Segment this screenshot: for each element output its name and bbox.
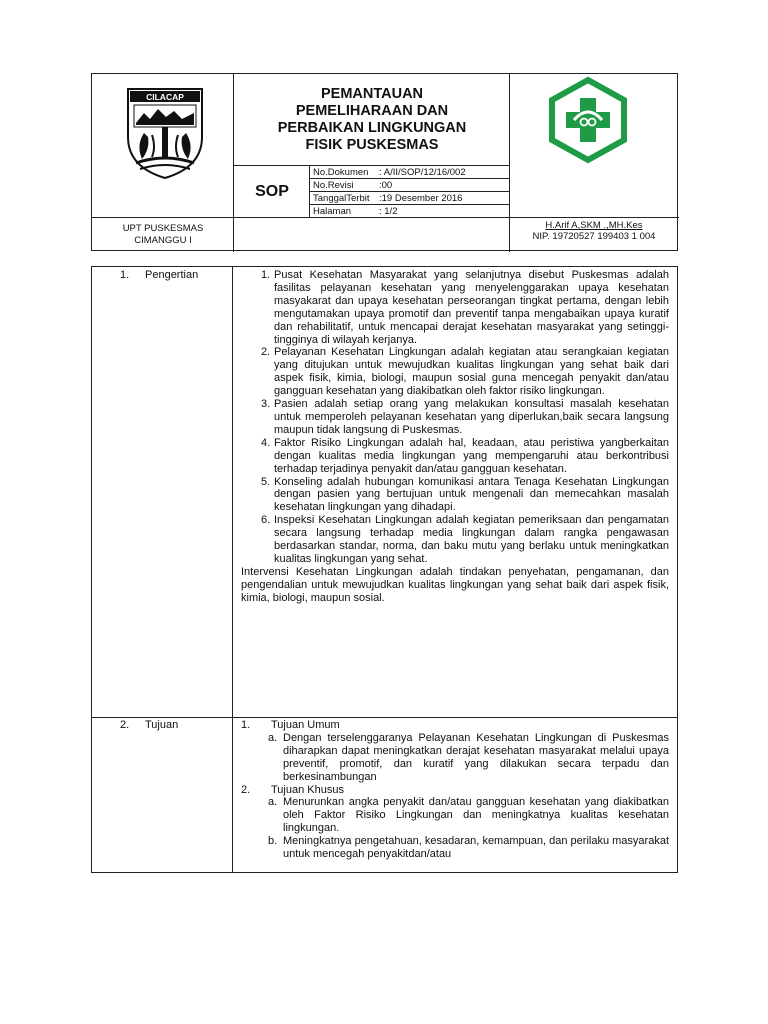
closing-paragraph: Intervensi Kesehatan Lingkungan adalah tindakan penyehatan, pengamanan, dan pengendalian untuk mewujudkan kualitas lingkungan yang sehat baik dari aspek fisik, kimia, biologi, maupun sosial. — [241, 565, 669, 604]
title-line: PEMANTAUAN — [320, 86, 424, 102]
list-item: b. Meningkatnya pengetahuan, kesadaran, kemampuan, dan perilaku masyarakat untuk mencegah penyakitdan/atau — [268, 835, 669, 861]
list-item: 2. Pelayanan Kesehatan Lingkungan adalah kegiatan atau serangkaian kegiatan yang ditujukan untuk mewujudkan kualitas lingkungan yang sehat baik dari aspek fisik, kimia, biologi, maupun sosial guna mencegah penyakit dan/atau gangguan kesehatan yang diakibatkan oleh faktor risiko lingkungan. — [261, 346, 669, 398]
unit-name: UPT PUSKESMAS CIMANGGU I — [122, 223, 204, 246]
sop-header — [91, 73, 678, 251]
cilacap-regency-logo — [122, 83, 208, 181]
list-item: 5. Konseling adalah hubungan komunikasi antara Tenaga Kesehatan Lingkungan dengan pasien yang bertujuan untuk mengenali dan memecahkan masalah kesehatan lingkungan yang dihadapi. — [261, 475, 669, 514]
sop-content-table — [91, 266, 678, 873]
svg-text:CILACAP: CILACAP — [146, 92, 184, 102]
list-item: 4. Faktor Risiko Lingkungan adalah hal, keadaan, atau peristiwa yangberkaitan dengan kualitas media lingkungan yang mempengaruhi atau berkontribusi terhadap terjadinya penyakit dan/atau gangguan kesehatan. — [261, 436, 669, 475]
signer-nip: NIP. 19720527 199403 1 004 — [532, 231, 656, 242]
list-item: a. Menurunkan angka penyakit dan/atau gangguan kesehatan yang diakibatkan oleh Faktor Risiko Lingkungan dan meningkatnya kualitas kesehatan lingkungan. — [268, 796, 669, 835]
section-content-tujuan — [241, 719, 669, 861]
list-item: a. Dengan terselenggaranya Pelayanan Kesehatan Lingkungan di Puskesmas diharapkan dapat meningkatkan derajat kesehatan masyarakat melalui upaya preventif, promotif, dan kuratif yang dilakukan secara terpadu dan berkesinambungan — [268, 731, 669, 783]
puskesmas-logo — [540, 74, 636, 166]
meta-doc-number: No.Dokumen : A/II/SOP/12/16/002 — [313, 167, 466, 178]
title-line: PEMELIHARAAN DAN — [295, 103, 449, 119]
sop-label: SOP — [255, 183, 289, 200]
section-content-pengertian — [241, 269, 669, 605]
meta-revision: No.Revisi :00 — [313, 180, 393, 191]
document-title — [234, 74, 510, 166]
title-line: PERBAIKAN LINGKUNGAN — [277, 120, 467, 136]
signer-block — [510, 218, 678, 252]
list-item: 1. Pusat Kesehatan Masyarakat yang selanjutnya disebut Puskesmas adalah fasilitas pelayanan kesehatan yang menyelenggarakan upaya kesehatan masyakarat dan upaya kesehatan perseorangan tingkat pertama, dengan lebih mengutamakan upaya promotif dan preventif tanpa mengabaikan upaya kuratif dan rehabilitatif, untuk mencapai derajat kesehatan masyarakat yang setinggi-tingginya di wilayah kerjanya. — [261, 269, 669, 346]
list-item: 6. Inspeksi Kesehatan Lingkungan adalah kegiatan pemeriksaan dan pengamatan secara langsung terhadap media lingkungan dalam rangka pengawasan berdasarkan standar, norma, dan baku mutu yang berlaku untuk meningkatkan kualitas lingkungan yang sehat. — [261, 514, 669, 565]
section-label-pengertian: 1. Pengertian — [120, 269, 199, 281]
meta-issue-date: TanggalTerbit :19 Desember 2016 — [313, 193, 463, 204]
group-heading: 2. Tujuan Khusus — [241, 783, 344, 796]
signer-name: H.Arif A,SKM .,MH.Kes — [545, 220, 643, 231]
title-line: FISIK PUSKESMAS — [305, 137, 439, 153]
list-item: 3. Pasien adalah setiap orang yang melakukan konsultasi masalah kesehatan untuk memperoleh pelayanan kesehatan yang diperlukan,baik secara langsung maupun tidak langsung di Puskesmas. — [261, 398, 669, 436]
section-label-tujuan: 2. Tujuan — [120, 719, 179, 731]
group-heading: 1. Tujuan Umum — [241, 719, 340, 731]
meta-page: Halaman : 1/2 — [313, 206, 398, 217]
